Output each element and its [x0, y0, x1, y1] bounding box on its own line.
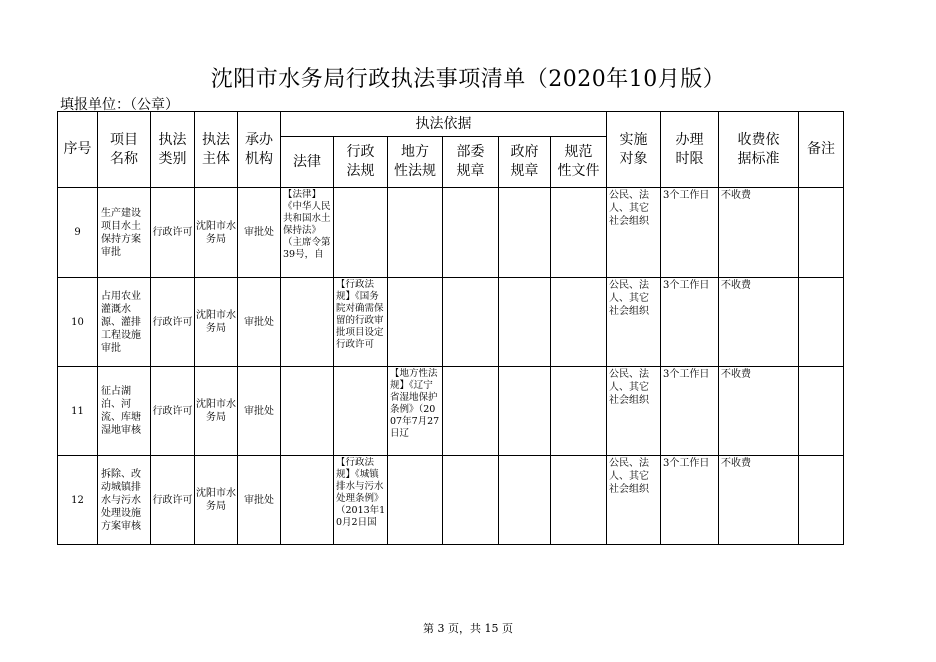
row-subject: 沈阳市水务局	[195, 188, 238, 278]
row-basis-law	[281, 456, 334, 545]
row-basis-local-reg	[388, 278, 443, 367]
row-basis-admin-reg	[334, 188, 388, 278]
header-remarks: 备注	[799, 112, 844, 188]
document-title: 沈阳市水务局行政执法事项清单（2020年10月版）	[210, 67, 726, 92]
row-agency: 审批处	[238, 456, 281, 545]
row-basis-dept-rule	[443, 456, 499, 545]
table-row	[58, 456, 844, 545]
header-category: 执法 类别	[151, 112, 195, 188]
row-basis-dept-rule	[443, 278, 499, 367]
row-fee: 不收费	[719, 278, 799, 367]
row-item-name: 占用农业灌溉水源、灌排工程设施审批	[98, 278, 151, 367]
row-basis-admin-reg: 【行政法规】《城镇排水与污水处理条例》（2013年10月2日国	[334, 456, 388, 545]
header-target: 实施 对象	[607, 112, 661, 188]
row-basis-law	[281, 278, 334, 367]
row-basis-local-reg	[388, 456, 443, 545]
row-time-limit: 3个工作日	[661, 456, 719, 545]
row-basis-gov-rule	[499, 188, 551, 278]
header-basis-gov-rule: 政府 规章	[499, 137, 551, 188]
row-basis-dept-rule	[443, 188, 499, 278]
row-category: 行政许可	[151, 367, 195, 456]
row-basis-local-reg: 【地方性法规】《辽宁省湿地保护条例》（2007年7月27日辽	[388, 367, 443, 456]
row-item-name: 征占湖泊、河流、库塘湿地审核	[98, 367, 151, 456]
row-category: 行政许可	[151, 278, 195, 367]
row-agency: 审批处	[238, 188, 281, 278]
row-seq: 10	[58, 278, 98, 367]
row-basis-gov-rule	[499, 367, 551, 456]
row-target: 公民、法人、其它社会组织	[607, 188, 661, 278]
header-item-name: 项目 名称	[98, 112, 151, 188]
row-seq: 11	[58, 367, 98, 456]
row-basis-admin-reg	[334, 367, 388, 456]
row-target: 公民、法人、其它社会组织	[607, 456, 661, 545]
page-footer: 第 3 页，共 15 页	[423, 622, 513, 635]
row-basis-normative	[551, 188, 607, 278]
row-category: 行政许可	[151, 456, 195, 545]
row-basis-law: 【法律】《中华人民共和国水土保持法》（主席令第39号，自	[281, 188, 334, 278]
row-basis-admin-reg: 【行政法规】《国务院对确需保留的行政审批项目设定行政许可	[334, 278, 388, 367]
row-basis-gov-rule	[499, 278, 551, 367]
row-time-limit: 3个工作日	[661, 367, 719, 456]
row-item-name: 拆除、改动城镇排水与污水处理设施方案审核	[98, 456, 151, 545]
row-fee: 不收费	[719, 188, 799, 278]
row-agency: 审批处	[238, 367, 281, 456]
header-basis-group: 执法依据	[281, 112, 607, 137]
row-fee: 不收费	[719, 456, 799, 545]
row-subject: 沈阳市水务局	[195, 456, 238, 545]
filler-unit-label: 填报单位：（公章）	[60, 97, 179, 113]
row-basis-normative	[551, 456, 607, 545]
row-time-limit: 3个工作日	[661, 188, 719, 278]
row-seq: 12	[58, 456, 98, 545]
row-basis-gov-rule	[499, 456, 551, 545]
row-remarks	[799, 367, 844, 456]
row-remarks	[799, 456, 844, 545]
header-basis-law: 法律	[281, 137, 334, 188]
header-agency: 承办 机构	[238, 112, 281, 188]
header-basis-admin-reg: 行政 法规	[334, 137, 388, 188]
row-subject: 沈阳市水务局	[195, 367, 238, 456]
header-fee: 收费依 据标准	[719, 112, 799, 188]
header-subject: 执法 主体	[195, 112, 238, 188]
row-subject: 沈阳市水务局	[195, 278, 238, 367]
enforcement-items-table	[57, 111, 844, 545]
row-basis-law	[281, 367, 334, 456]
header-basis-normative: 规范 性文件	[551, 137, 607, 188]
table-row	[58, 278, 844, 367]
header-seq: 序号	[58, 112, 98, 188]
row-basis-normative	[551, 367, 607, 456]
row-fee: 不收费	[719, 367, 799, 456]
row-target: 公民、法人、其它社会组织	[607, 367, 661, 456]
row-category: 行政许可	[151, 188, 195, 278]
header-time-limit: 办理 时限	[661, 112, 719, 188]
row-remarks	[799, 278, 844, 367]
row-agency: 审批处	[238, 278, 281, 367]
header-basis-local-reg: 地方 性法规	[388, 137, 443, 188]
table-row	[58, 188, 844, 278]
row-time-limit: 3个工作日	[661, 278, 719, 367]
row-basis-normative	[551, 278, 607, 367]
row-item-name: 生产建设项目水土保持方案审批	[98, 188, 151, 278]
row-target: 公民、法人、其它社会组织	[607, 278, 661, 367]
row-basis-dept-rule	[443, 367, 499, 456]
table-row	[58, 367, 844, 456]
row-seq: 9	[58, 188, 98, 278]
row-basis-local-reg	[388, 188, 443, 278]
row-remarks	[799, 188, 844, 278]
header-basis-dept-rule: 部委 规章	[443, 137, 499, 188]
